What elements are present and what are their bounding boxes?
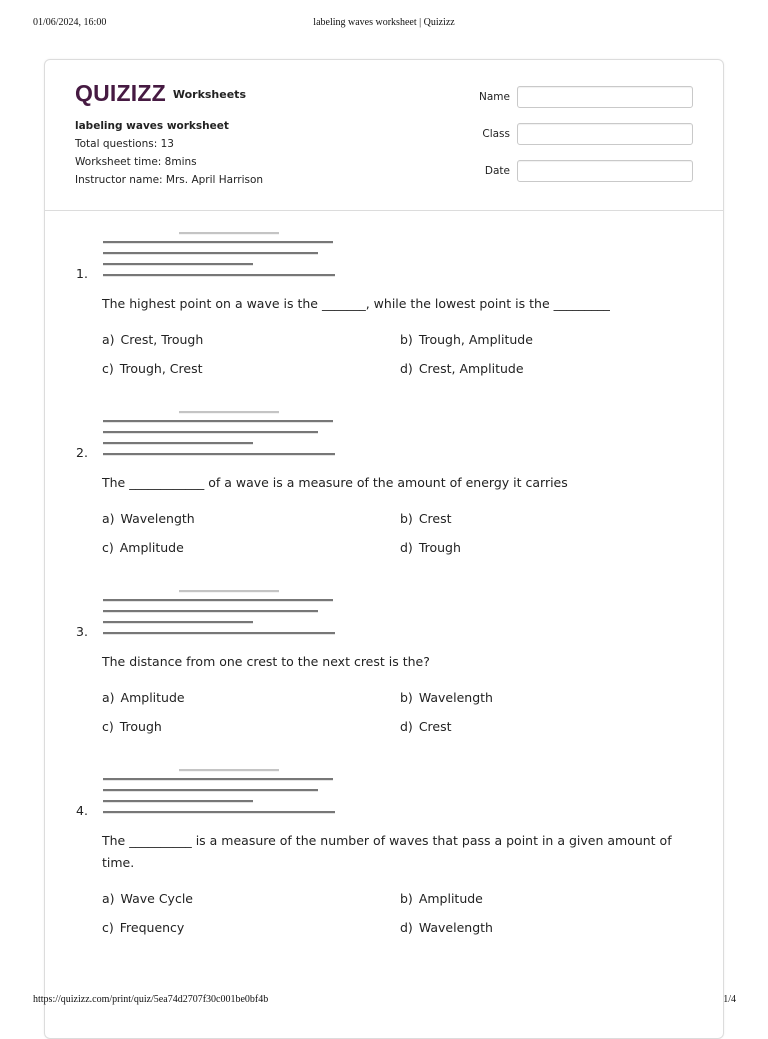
date-row (445, 160, 695, 197)
option-text: Crest (418, 719, 452, 734)
option-d[interactable] (400, 920, 493, 935)
option-text: Amplitude (120, 690, 185, 705)
question-number: 3. (76, 624, 88, 639)
option-d[interactable] (400, 361, 524, 376)
worksheet-title: labeling waves worksheet (75, 120, 229, 132)
option-text: Wave Cycle (120, 891, 193, 906)
option-letter: d) (400, 920, 413, 935)
option-text: Trough (418, 540, 461, 555)
option-letter: a) (102, 891, 115, 906)
print-footer (0, 994, 768, 1008)
option-text: Amplitude (418, 891, 483, 906)
thumbnail-text-line (103, 274, 335, 276)
question-text: The highest point on a wave is the _______, while the lowest point is the _________ (102, 296, 610, 311)
option-letter: a) (102, 511, 115, 526)
thumbnail-text-line (103, 811, 335, 813)
thumbnail-text-line (103, 632, 335, 634)
date-field[interactable] (517, 160, 693, 182)
option-text: Frequency (119, 920, 185, 935)
thumbnail-text-line (103, 789, 318, 791)
print-page-number: 1/4 (723, 994, 736, 1005)
worksheet-time: Worksheet time: 8mins (75, 156, 197, 168)
option-letter: c) (102, 540, 114, 555)
option-letter: a) (102, 332, 115, 347)
name-label: Name (479, 91, 510, 103)
question-text: The distance from one crest to the next crest is the? (102, 654, 430, 669)
print-url: https://quizizz.com/print/quiz/5ea74d2707f30c001be0bf4b (33, 994, 269, 1005)
print-page-title: labeling waves worksheet | Quizizz (313, 17, 455, 28)
thumbnail-text-line (103, 621, 253, 623)
option-a[interactable] (102, 511, 195, 526)
name-row (445, 86, 695, 123)
option-letter: d) (400, 719, 413, 734)
option-c[interactable] (102, 920, 184, 935)
option-a[interactable] (102, 690, 185, 705)
logo-wordmark: QUIZIZZ (75, 79, 166, 106)
question-text: The __________ is a measure of the number of waves that pass a point in a given amount of time. (102, 833, 672, 870)
option-letter: c) (102, 719, 114, 734)
option-letter: d) (400, 361, 413, 376)
question-image-thumbnail-icon (101, 588, 351, 638)
question-number: 2. (76, 445, 88, 460)
option-text: Crest, Amplitude (418, 361, 524, 376)
print-header (0, 17, 768, 31)
thumbnail-text-line (103, 610, 318, 612)
option-text: Wavelength (418, 920, 493, 935)
worksheet-header (45, 60, 723, 211)
thumbnail-text-line (103, 453, 335, 455)
thumbnail-text-line (103, 420, 333, 422)
option-letter: c) (102, 920, 114, 935)
thumbnail-text-line (103, 263, 253, 265)
print-datetime: 01/06/2024, 16:00 (33, 17, 107, 28)
date-label: Date (484, 165, 510, 177)
thumbnail-text-line (103, 778, 333, 780)
logo-product-label: Worksheets (172, 87, 246, 101)
total-questions: Total questions: 13 (75, 138, 174, 150)
option-d[interactable] (400, 540, 461, 555)
option-letter: c) (102, 361, 114, 376)
option-letter: b) (400, 511, 413, 526)
question-number: 4. (76, 803, 88, 818)
class-row (445, 123, 695, 160)
option-text: Trough (119, 719, 162, 734)
worksheet-meta (75, 117, 263, 189)
thumbnail-text-line (103, 241, 333, 243)
question-image-thumbnail-icon (101, 409, 351, 459)
thumbnail-text-line (103, 252, 318, 254)
option-text: Amplitude (119, 540, 184, 555)
thumbnail-text-line (103, 800, 253, 802)
option-b[interactable] (400, 511, 452, 526)
option-letter: b) (400, 891, 413, 906)
question-image-thumbnail-icon (101, 767, 351, 817)
option-text: Trough, Amplitude (418, 332, 533, 347)
option-text: Wavelength (120, 511, 195, 526)
option-c[interactable] (102, 719, 162, 734)
worksheet-card (44, 59, 724, 1039)
question-image-thumbnail-icon (101, 230, 351, 280)
question-number: 1. (76, 266, 88, 281)
option-b[interactable] (400, 332, 533, 347)
name-field[interactable] (517, 86, 693, 108)
class-field[interactable] (517, 123, 693, 145)
thumbnail-text-line (179, 769, 279, 771)
option-c[interactable] (102, 361, 202, 376)
option-a[interactable] (102, 891, 193, 906)
option-text: Crest, Trough (120, 332, 204, 347)
option-letter: b) (400, 332, 413, 347)
option-letter: b) (400, 690, 413, 705)
thumbnail-text-line (179, 232, 279, 234)
option-letter: d) (400, 540, 413, 555)
option-text: Crest (418, 511, 452, 526)
student-info-fields (445, 86, 695, 197)
class-label: Class (482, 128, 510, 140)
option-letter: a) (102, 690, 115, 705)
thumbnail-text-line (103, 599, 333, 601)
option-text: Trough, Crest (119, 361, 203, 376)
thumbnail-text-line (179, 411, 279, 413)
option-b[interactable] (400, 690, 493, 705)
question-text: The ____________ of a wave is a measure of the amount of energy it carries (102, 475, 568, 490)
option-b[interactable] (400, 891, 483, 906)
option-c[interactable] (102, 540, 184, 555)
instructor-name: Instructor name: Mrs. April Harrison (75, 174, 264, 186)
option-d[interactable] (400, 719, 452, 734)
quizizz-logo (75, 79, 246, 107)
option-a[interactable] (102, 332, 203, 347)
thumbnail-text-line (103, 431, 318, 433)
option-text: Wavelength (418, 690, 493, 705)
thumbnail-text-line (179, 590, 279, 592)
thumbnail-text-line (103, 442, 253, 444)
